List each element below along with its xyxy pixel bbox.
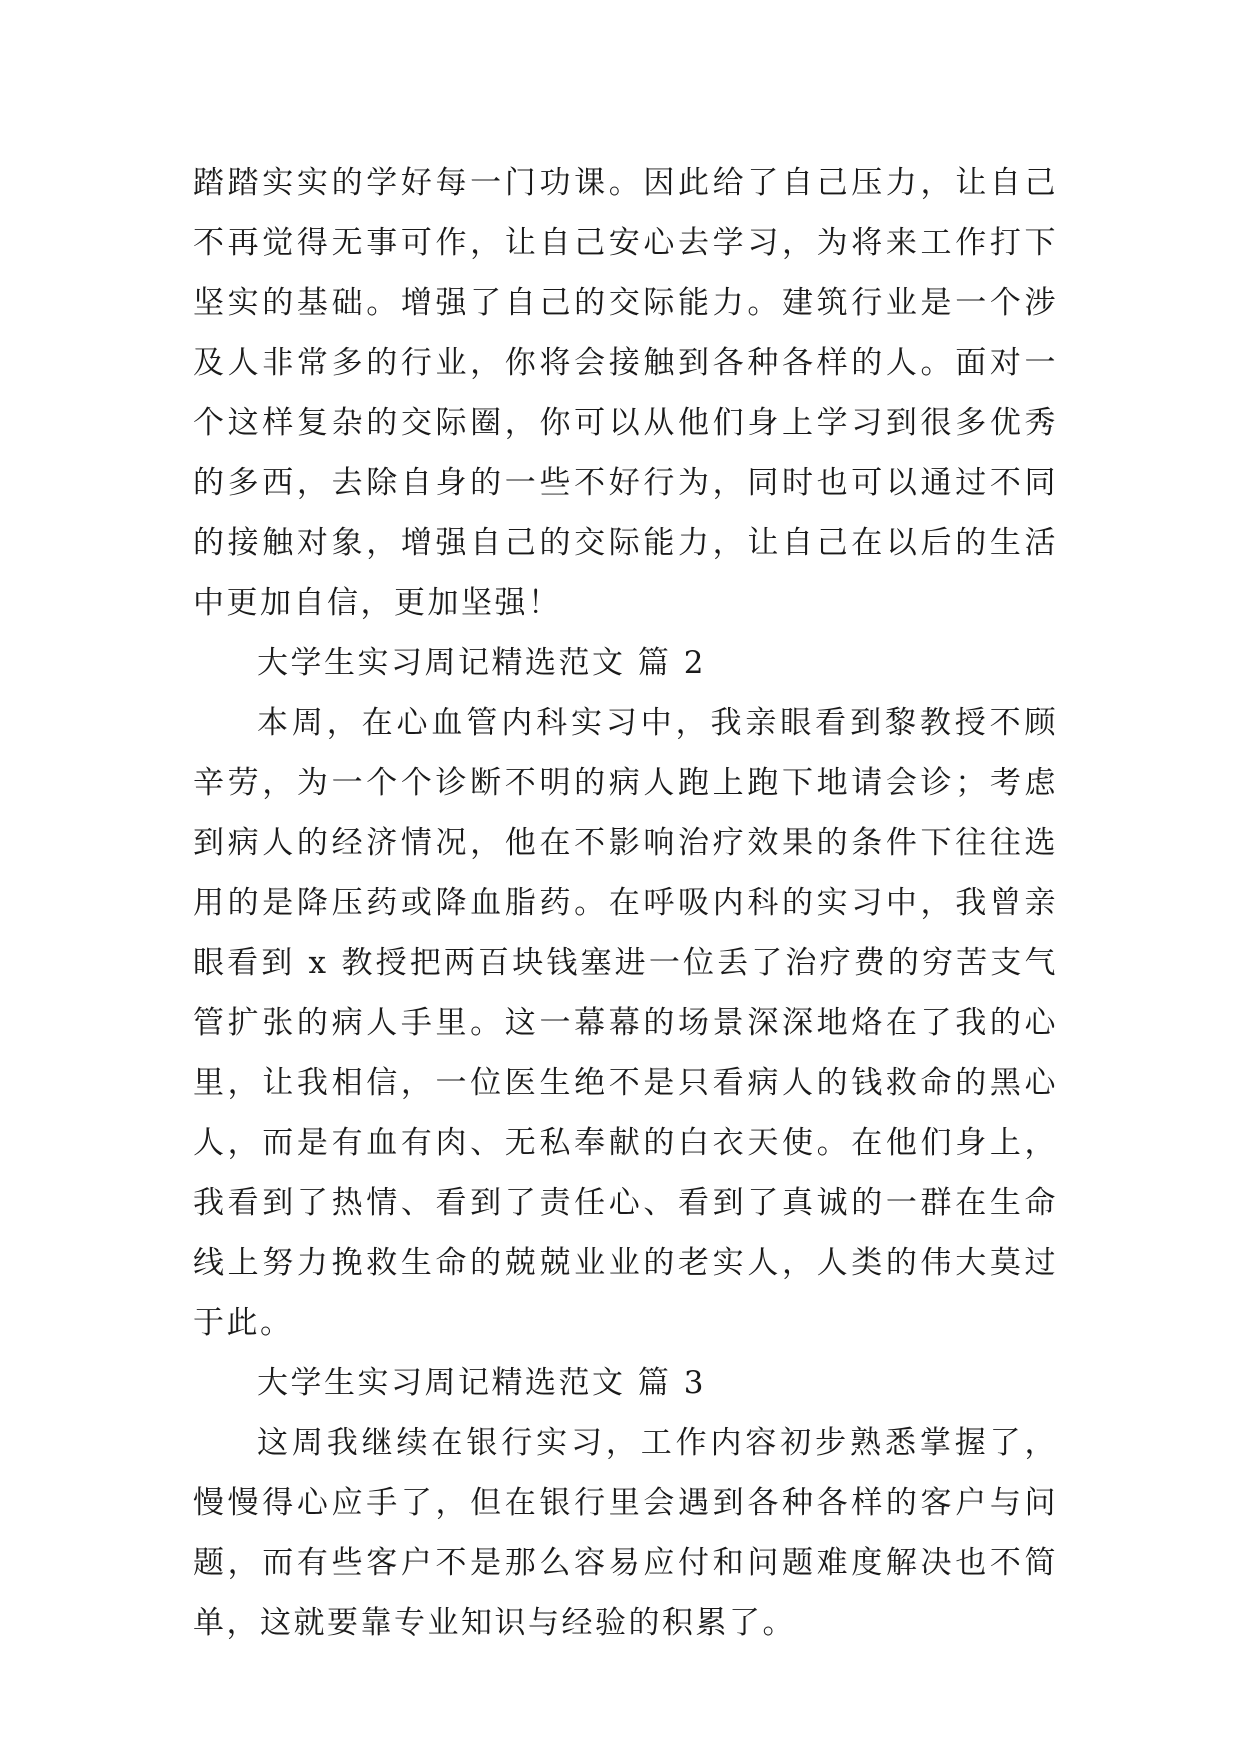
paragraph-section-3: 这周我继续在银行实习，工作内容初步熟悉掌握了，慢慢得心应手了，但在银行里会遇到各种各样的客户与问题，而有些客户不是那么容易应付和问题难度解决也不简单，这就要靠专业知识与经验的积累了。	[193, 1425, 1058, 1641]
paragraph-continued: 踏踏实实的学好每一门功课。因此给了自己压力，让自己不再觉得无事可作，让自己安心去学习，为将来工作打下坚实的基础。增强了自己的交际能力。建筑行业是一个涉及人非常多的行业，你将会接触到各种各样的人。面对一个这样复杂的交际圈，你可以从他们身上学习到很多优秀的多西，去除自身的一些不好行为，同时也可以通过不同的接触对象，增强自己的交际能力，让自己在以后的生活中更加自信，更加坚强！	[193, 165, 1058, 621]
document-body	[193, 153, 1058, 1653]
section-heading-3: 大学生实习周记精选范文 篇 3	[257, 1365, 706, 1401]
section-heading-2: 大学生实习周记精选范文 篇 2	[257, 645, 706, 681]
paragraph-section-2: 本周，在心血管内科实习中，我亲眼看到黎教授不顾辛劳，为一个个诊断不明的病人跑上跑下地请会诊；考虑到病人的经济情况，他在不影响治疗效果的条件下往往选用的是降压药或降血脂药。在呼吸内科的实习中，我曾亲眼看到 x 教授把两百块钱塞进一位丢了治疗费的穷苦支气管扩张的病人手里。这一幕幕的场景深深地烙在了我的心里，让我相信，一位医生绝不是只看病人的钱救命的黑心人，而是有血有肉、无私奉献的白衣天使。在他们身上，我看到了热情、看到了责任心、看到了真诚的一群在生命线上努力挽救生命的兢兢业业的老实人，人类的伟大莫过于此。	[193, 705, 1058, 1341]
